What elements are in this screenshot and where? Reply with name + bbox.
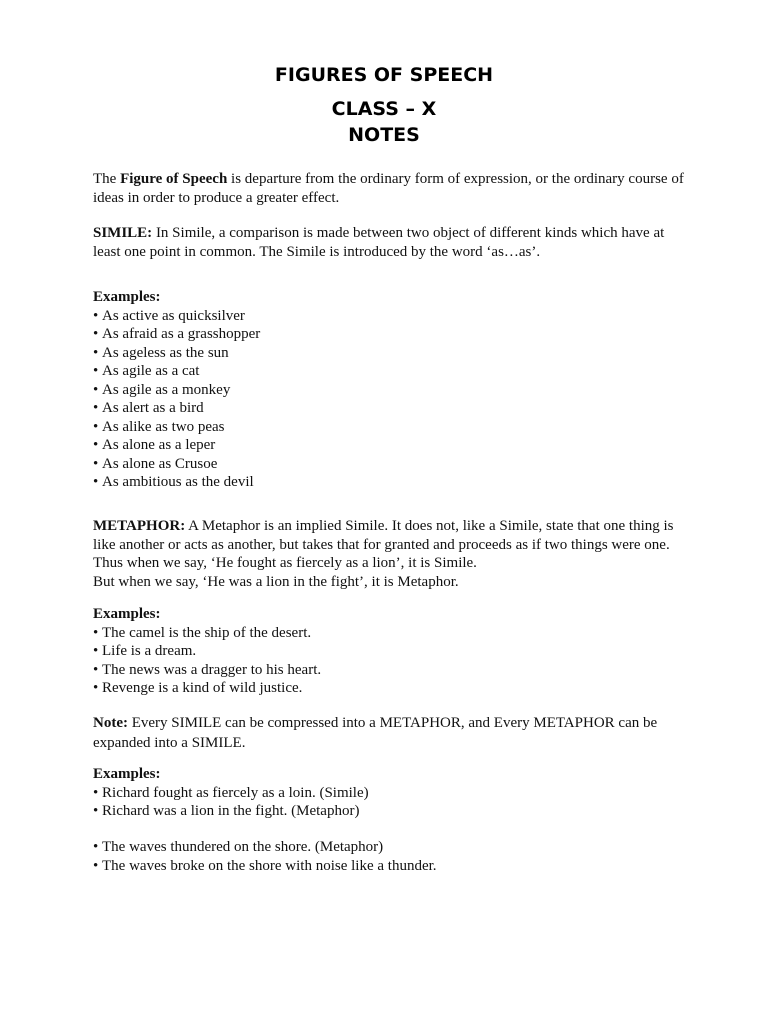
note-text: Every SIMILE can be compressed into a METAPHOR, and Every METAPHOR can be expanded into a SIMILE. bbox=[93, 715, 658, 751]
list-item: • Richard fought as fiercely as a loin. (Simile) bbox=[93, 784, 693, 803]
list-item: • The news was a dragger to his heart. bbox=[93, 661, 693, 680]
intro-paragraph bbox=[93, 170, 693, 207]
metaphor-examples-list bbox=[93, 624, 693, 698]
list-item: • Life is a dream. bbox=[93, 642, 693, 661]
note-examples-2 bbox=[93, 838, 693, 875]
simile-label: SIMILE: bbox=[93, 225, 153, 241]
list-item: • Revenge is a kind of wild justice. bbox=[93, 679, 693, 698]
metaphor-text-2: But when we say, ‘He was a lion in the fight’, it is Metaphor. bbox=[93, 573, 459, 590]
simile-examples-list bbox=[93, 307, 693, 492]
note-paragraph bbox=[93, 713, 693, 753]
simile-text: In Simile, a comparison is made between two object of different kinds which have at least one point in common. The Simile is introduced by the word ‘as…as’. bbox=[93, 225, 665, 260]
simile-examples-label: Examples: bbox=[93, 289, 161, 305]
metaphor-examples-label: Examples: bbox=[93, 606, 161, 622]
list-item: • As alone as a leper bbox=[93, 436, 693, 455]
list-item: • The waves broke on the shore with noise like a thunder. bbox=[93, 857, 693, 876]
list-item: • Richard was a lion in the fight. (Metaphor) bbox=[93, 802, 693, 821]
list-item: • As alike as two peas bbox=[93, 418, 693, 437]
title-line-1: FIGURES OF SPEECH bbox=[274, 64, 494, 86]
note-examples-label: Examples: bbox=[93, 766, 161, 782]
list-item: • As ageless as the sun bbox=[93, 344, 693, 363]
list-item: • As ambitious as the devil bbox=[93, 473, 693, 492]
metaphor-label: METAPHOR: bbox=[93, 518, 186, 534]
list-item: • As afraid as a grasshopper bbox=[93, 325, 693, 344]
list-item: • As alert as a bird bbox=[93, 399, 693, 418]
intro-pre: The bbox=[93, 171, 121, 187]
list-item: • As alone as Crusoe bbox=[93, 455, 693, 474]
list-item: • As agile as a cat bbox=[93, 362, 693, 381]
list-item: • As active as quicksilver bbox=[93, 307, 693, 326]
metaphor-paragraph bbox=[93, 517, 693, 591]
title-line-3: NOTES bbox=[348, 124, 420, 146]
note-examples-list bbox=[93, 784, 693, 821]
simile-paragraph bbox=[93, 224, 693, 261]
list-item: • The camel is the ship of the desert. bbox=[93, 624, 693, 643]
list-item: • The waves thundered on the shore. (Metaphor) bbox=[93, 838, 693, 857]
intro-term: Figure of Speech bbox=[120, 171, 228, 187]
simile-examples bbox=[93, 288, 693, 492]
note-examples-2-list bbox=[93, 838, 693, 875]
list-item: • As agile as a monkey bbox=[93, 381, 693, 400]
note-examples bbox=[93, 765, 693, 821]
metaphor-text: A Metaphor is an implied Simile. It does not, like a Simile, state that one thing is like another or acts as another, but takes that for granted and proceeds as if two things were one. Thus when we say, ‘He fought as fiercely as a lion’, it is Simile. bbox=[93, 518, 674, 571]
note-label: Note: bbox=[93, 715, 128, 731]
intro-text: is departure from the ordinary form of expression, or the ordinary course of ideas in order to produce a greater effect. bbox=[93, 171, 684, 206]
title-line-2: CLASS – X bbox=[331, 98, 437, 120]
metaphor-examples bbox=[93, 605, 693, 698]
